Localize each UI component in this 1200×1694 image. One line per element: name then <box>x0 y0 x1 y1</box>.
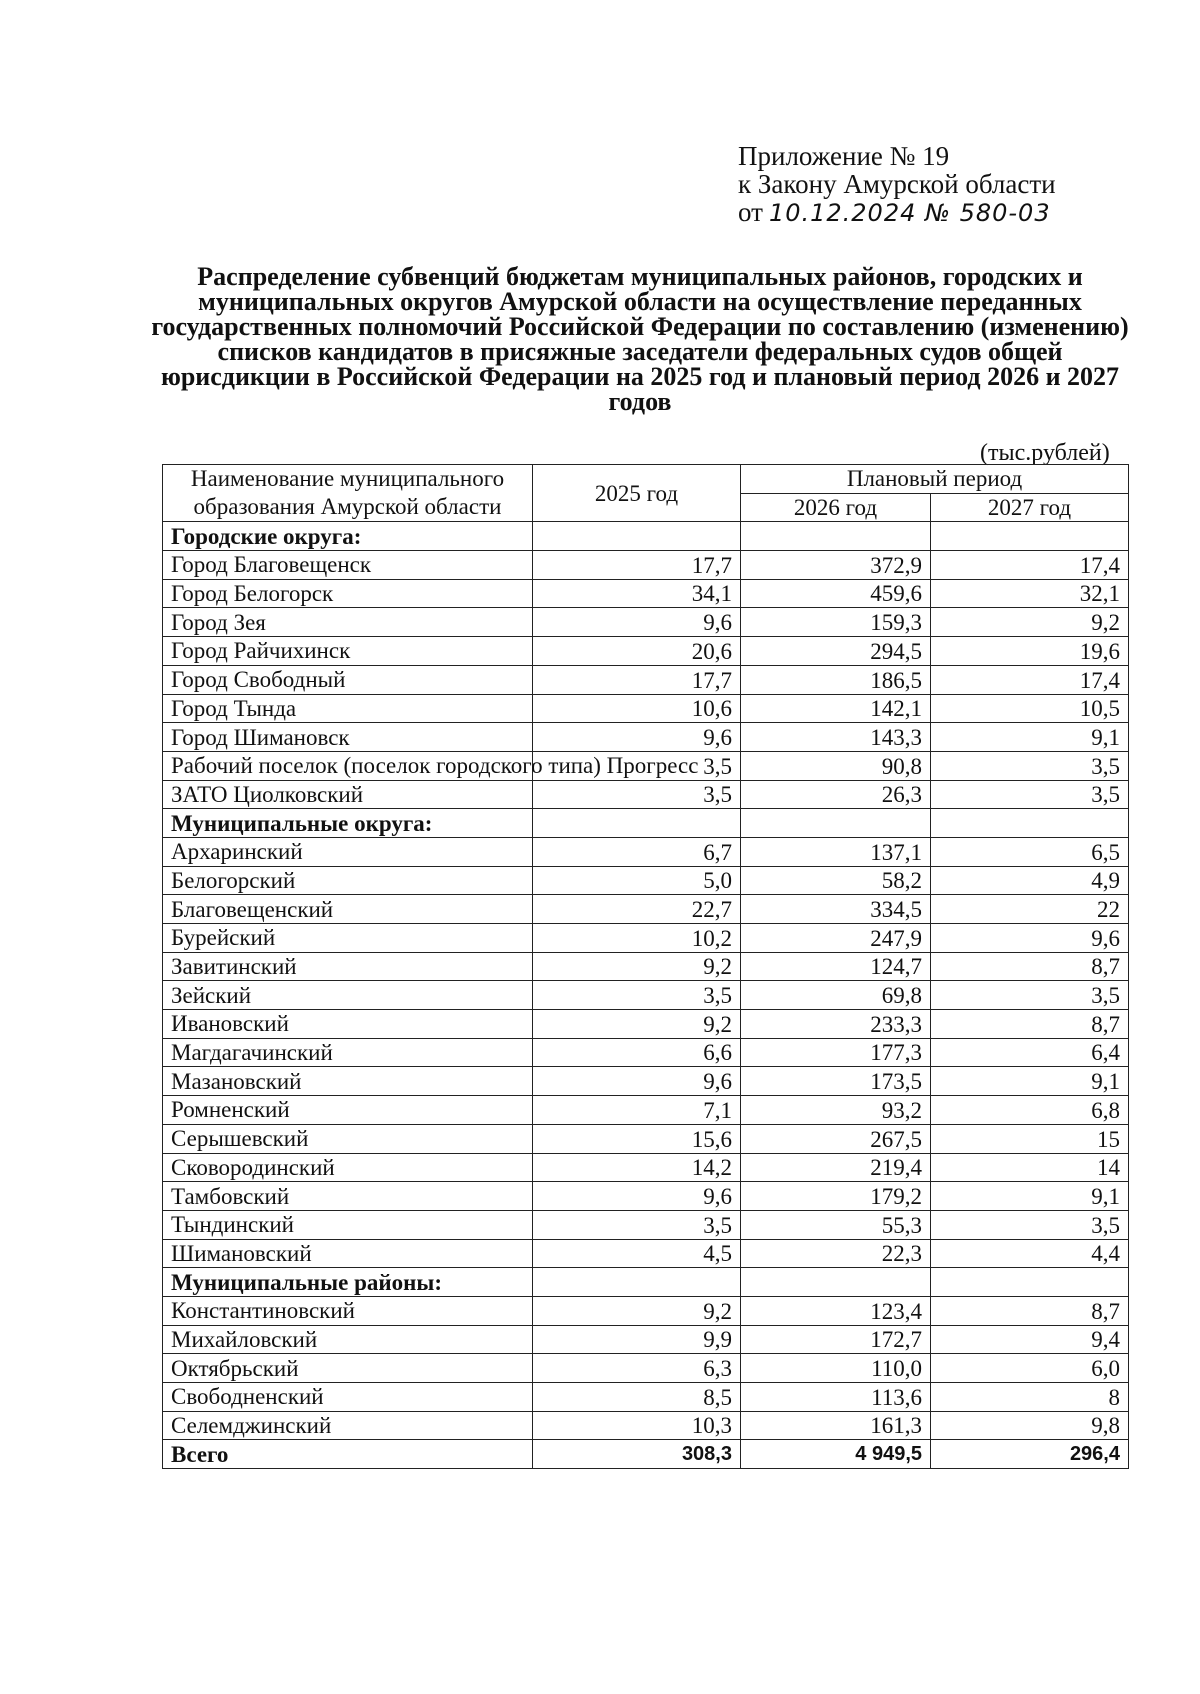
value-2027-cell: 9,2 <box>931 608 1129 637</box>
value-2025-cell: 17,7 <box>533 665 741 694</box>
table-row <box>163 780 1129 809</box>
value-2025-cell <box>533 522 741 551</box>
table-row <box>163 1153 1129 1182</box>
table-row <box>163 924 1129 953</box>
total-row <box>163 1440 1129 1469</box>
value-2025-cell: 6,3 <box>533 1354 741 1383</box>
row-name-cell: Город Зея <box>163 608 533 637</box>
table-row <box>163 981 1129 1010</box>
value-2026-cell: 372,9 <box>741 551 931 580</box>
table-row <box>163 1325 1129 1354</box>
value-2027-cell: 3,5 <box>931 751 1129 780</box>
value-2027-cell: 32,1 <box>931 579 1129 608</box>
value-2025-cell: 9,6 <box>533 1182 741 1211</box>
value-2027-cell: 10,5 <box>931 694 1129 723</box>
column-header-2025: 2025 год <box>533 465 741 522</box>
value-2027-cell: 17,4 <box>931 551 1129 580</box>
column-header-2027: 2027 год <box>931 493 1129 522</box>
value-2026-cell: 93,2 <box>741 1096 931 1125</box>
value-2025-cell: 20,6 <box>533 637 741 666</box>
value-2027-cell: 3,5 <box>931 780 1129 809</box>
document-title: Распределение субвенций бюджетам муниципальных районов, городских и муниципальных округов Амурской области на осуществление переданных государственных полномочий Российской Федерации по составлению (изменению) списков кандидатов в присяжные заседатели федеральных судов общей юрисдикции в Российской Федерации на 2025 год и плановый период 2026 и 2027 годов <box>151 262 1129 416</box>
value-2027-cell: 8,7 <box>931 1010 1129 1039</box>
row-name-cell: Октябрьский <box>163 1354 533 1383</box>
value-2026-cell: 55,3 <box>741 1210 931 1239</box>
value-2026-cell: 137,1 <box>741 837 931 866</box>
row-name-cell: Сковородинский <box>163 1153 533 1182</box>
value-2027-cell: 6,8 <box>931 1096 1129 1125</box>
total-2026-cell: 4 949,5 <box>741 1440 931 1469</box>
table-row <box>163 895 1129 924</box>
value-2026-cell: 219,4 <box>741 1153 931 1182</box>
group-header-row <box>163 1268 1129 1297</box>
row-name-cell: Архаринский <box>163 837 533 866</box>
table-header-row <box>163 465 1129 494</box>
row-name-cell: Городские округа: <box>163 522 533 551</box>
value-2027-cell: 8,7 <box>931 1296 1129 1325</box>
value-2025-cell: 3,5 <box>533 780 741 809</box>
value-2026-cell: 267,5 <box>741 1124 931 1153</box>
value-2027-cell: 9,8 <box>931 1411 1129 1440</box>
row-name-cell: Рабочий поселок (поселок городского типа) Прогресс <box>163 751 533 780</box>
table-row <box>163 837 1129 866</box>
table-row <box>163 551 1129 580</box>
value-2025-cell: 7,1 <box>533 1096 741 1125</box>
table-row <box>163 1354 1129 1383</box>
table-row <box>163 1038 1129 1067</box>
value-2027-cell: 22 <box>931 895 1129 924</box>
annex-line-3 <box>738 198 1056 227</box>
table-body <box>163 522 1129 1469</box>
row-name-cell: Бурейский <box>163 924 533 953</box>
row-name-cell: Город Шимановск <box>163 723 533 752</box>
value-2025-cell: 3,5 <box>533 751 741 780</box>
value-2027-cell: 9,1 <box>931 1067 1129 1096</box>
row-name-cell: Михайловский <box>163 1325 533 1354</box>
row-name-cell: Город Благовещенск <box>163 551 533 580</box>
row-name-cell: Город Райчихинск <box>163 637 533 666</box>
row-name-cell: Тамбовский <box>163 1182 533 1211</box>
value-2025-cell: 14,2 <box>533 1153 741 1182</box>
value-2026-cell: 294,5 <box>741 637 931 666</box>
row-name-cell: Муниципальные округа: <box>163 809 533 838</box>
value-2027-cell: 6,0 <box>931 1354 1129 1383</box>
total-2027-cell: 296,4 <box>931 1440 1129 1469</box>
table-row <box>163 723 1129 752</box>
value-2025-cell <box>533 809 741 838</box>
value-2026-cell: 22,3 <box>741 1239 931 1268</box>
value-2026-cell: 173,5 <box>741 1067 931 1096</box>
value-2027-cell: 6,5 <box>931 837 1129 866</box>
row-name-cell: Шимановский <box>163 1239 533 1268</box>
row-name-cell: Магдагачинский <box>163 1038 533 1067</box>
table-row <box>163 1411 1129 1440</box>
value-2026-cell: 459,6 <box>741 579 931 608</box>
value-2026-cell: 69,8 <box>741 981 931 1010</box>
value-2026-cell: 177,3 <box>741 1038 931 1067</box>
group-header-row <box>163 809 1129 838</box>
value-2027-cell: 15 <box>931 1124 1129 1153</box>
annex-line-1: Приложение № 19 <box>738 141 950 171</box>
value-2026-cell <box>741 522 931 551</box>
row-name-cell: Завитинский <box>163 952 533 981</box>
row-name-cell: Город Свободный <box>163 665 533 694</box>
table-row <box>163 1067 1129 1096</box>
table-row <box>163 751 1129 780</box>
value-2026-cell <box>741 809 931 838</box>
row-name-cell: Селемджинский <box>163 1411 533 1440</box>
value-2026-cell: 186,5 <box>741 665 931 694</box>
value-2025-cell: 15,6 <box>533 1124 741 1153</box>
row-name-cell: Тындинский <box>163 1210 533 1239</box>
row-name-cell: Константиновский <box>163 1296 533 1325</box>
value-2027-cell: 3,5 <box>931 981 1129 1010</box>
table-row <box>163 866 1129 895</box>
table-row <box>163 1010 1129 1039</box>
table-row <box>163 1383 1129 1412</box>
table-row <box>163 952 1129 981</box>
row-name-cell: Белогорский <box>163 866 533 895</box>
value-2025-cell: 9,9 <box>533 1325 741 1354</box>
table-row <box>163 1210 1129 1239</box>
value-2027-cell: 8,7 <box>931 952 1129 981</box>
table-row <box>163 1124 1129 1153</box>
row-name-cell: Мазановский <box>163 1067 533 1096</box>
value-2027-cell: 17,4 <box>931 665 1129 694</box>
table-row <box>163 637 1129 666</box>
value-2025-cell: 9,2 <box>533 952 741 981</box>
value-2027-cell: 9,6 <box>931 924 1129 953</box>
value-2027-cell <box>931 1268 1129 1297</box>
table-row <box>163 1096 1129 1125</box>
value-2025-cell: 3,5 <box>533 1210 741 1239</box>
value-2027-cell: 9,1 <box>931 723 1129 752</box>
annex-line-2: к Закону Амурской области <box>738 169 1056 199</box>
value-2025-cell: 9,2 <box>533 1296 741 1325</box>
annex-block <box>738 142 1056 227</box>
row-name-cell: Благовещенский <box>163 895 533 924</box>
value-2025-cell: 10,6 <box>533 694 741 723</box>
table-row <box>163 1296 1129 1325</box>
row-name-cell: Город Тында <box>163 694 533 723</box>
value-2026-cell: 172,7 <box>741 1325 931 1354</box>
value-2025-cell: 8,5 <box>533 1383 741 1412</box>
value-2027-cell: 14 <box>931 1153 1129 1182</box>
value-2027-cell: 9,1 <box>931 1182 1129 1211</box>
table-row <box>163 608 1129 637</box>
value-2026-cell: 26,3 <box>741 780 931 809</box>
row-name-cell: ЗАТО Циолковский <box>163 780 533 809</box>
value-2025-cell: 10,2 <box>533 924 741 953</box>
value-2027-cell: 8 <box>931 1383 1129 1412</box>
value-2026-cell: 233,3 <box>741 1010 931 1039</box>
table-row <box>163 1239 1129 1268</box>
value-2026-cell: 143,3 <box>741 723 931 752</box>
row-name-cell: Ромненский <box>163 1096 533 1125</box>
value-2025-cell <box>533 1268 741 1297</box>
value-2025-cell: 6,7 <box>533 837 741 866</box>
value-2026-cell <box>741 1268 931 1297</box>
value-2027-cell <box>931 809 1129 838</box>
total-label-cell: Всего <box>163 1440 533 1469</box>
value-2027-cell: 9,4 <box>931 1325 1129 1354</box>
value-2025-cell: 9,6 <box>533 608 741 637</box>
value-2025-cell: 10,3 <box>533 1411 741 1440</box>
handwritten-date-number: 10.12.2024 № 580-03 <box>768 199 1051 227</box>
value-2026-cell: 334,5 <box>741 895 931 924</box>
table-row <box>163 665 1129 694</box>
total-2025-cell: 308,3 <box>533 1440 741 1469</box>
value-2026-cell: 113,6 <box>741 1383 931 1412</box>
row-name-cell: Серышевский <box>163 1124 533 1153</box>
value-2026-cell: 58,2 <box>741 866 931 895</box>
row-name-cell: Зейский <box>163 981 533 1010</box>
value-2025-cell: 17,7 <box>533 551 741 580</box>
value-2026-cell: 124,7 <box>741 952 931 981</box>
column-header-planned: Плановый период <box>741 465 1129 494</box>
value-2027-cell: 4,9 <box>931 866 1129 895</box>
value-2025-cell: 6,6 <box>533 1038 741 1067</box>
row-name-cell: Свободненский <box>163 1383 533 1412</box>
value-2025-cell: 34,1 <box>533 579 741 608</box>
group-header-row <box>163 522 1129 551</box>
table-row <box>163 694 1129 723</box>
value-2026-cell: 159,3 <box>741 608 931 637</box>
row-name-cell: Муниципальные районы: <box>163 1268 533 1297</box>
value-2026-cell: 161,3 <box>741 1411 931 1440</box>
value-2026-cell: 247,9 <box>741 924 931 953</box>
value-2027-cell: 3,5 <box>931 1210 1129 1239</box>
row-name-cell: Ивановский <box>163 1010 533 1039</box>
value-2026-cell: 142,1 <box>741 694 931 723</box>
value-2025-cell: 9,6 <box>533 1067 741 1096</box>
value-2025-cell: 9,2 <box>533 1010 741 1039</box>
unit-label: (тыс.рублей) <box>980 440 1110 466</box>
value-2025-cell: 9,6 <box>533 723 741 752</box>
value-2027-cell: 4,4 <box>931 1239 1129 1268</box>
value-2026-cell: 123,4 <box>741 1296 931 1325</box>
subvention-table <box>162 464 1129 1469</box>
value-2026-cell: 110,0 <box>741 1354 931 1383</box>
column-header-name: Наименование муниципального образования Амурской области <box>163 465 533 522</box>
annex-date-prefix: от <box>738 197 763 227</box>
value-2027-cell: 19,6 <box>931 637 1129 666</box>
table-row <box>163 579 1129 608</box>
value-2025-cell: 22,7 <box>533 895 741 924</box>
value-2025-cell: 3,5 <box>533 981 741 1010</box>
row-name-cell: Город Белогорск <box>163 579 533 608</box>
value-2026-cell: 90,8 <box>741 751 931 780</box>
value-2027-cell: 6,4 <box>931 1038 1129 1067</box>
column-header-2026: 2026 год <box>741 493 931 522</box>
value-2025-cell: 4,5 <box>533 1239 741 1268</box>
value-2026-cell: 179,2 <box>741 1182 931 1211</box>
value-2027-cell <box>931 522 1129 551</box>
value-2025-cell: 5,0 <box>533 866 741 895</box>
table-row <box>163 1182 1129 1211</box>
